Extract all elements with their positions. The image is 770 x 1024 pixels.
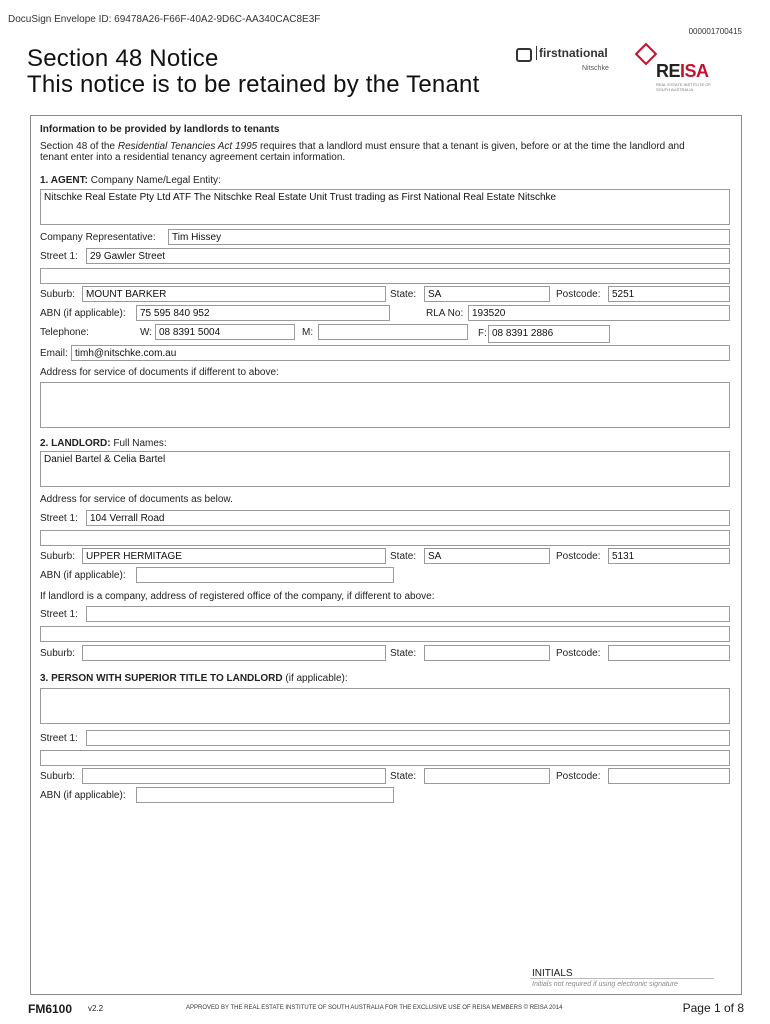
landlord-heading-sub: Full Names:	[113, 438, 167, 449]
landlord-service-label: Address for service of documents as below.	[40, 494, 233, 505]
superior-heading-sub: (if applicable):	[285, 673, 348, 684]
landlord-suburb-field[interactable]: UPPER HERMITAGE	[82, 548, 386, 564]
superior-heading-title: 3. PERSON WITH SUPERIOR TITLE TO LANDLORD	[40, 673, 283, 684]
reisa-logo	[636, 44, 726, 94]
agent-abn-field[interactable]: 75 595 840 952	[136, 305, 390, 321]
landlord-suburb-label: Suburb:	[40, 551, 76, 562]
agent-rep-field[interactable]: Tim Hissey	[168, 229, 730, 245]
initials-label: INITIALS	[532, 968, 573, 979]
form-code: FM6100	[28, 1002, 73, 1016]
landlord-co-state-label: State:	[390, 648, 417, 659]
superior-suburb-field[interactable]	[82, 768, 386, 784]
superior-state-field[interactable]	[424, 768, 550, 784]
agent-service-label: Address for service of documents if different to above:	[40, 367, 279, 378]
agent-f-label: F:	[478, 328, 487, 339]
agent-suburb-label: Suburb:	[40, 289, 76, 300]
landlord-co-suburb-label: Suburb:	[40, 648, 76, 659]
form-version: v2.2	[88, 1004, 104, 1013]
intro-text-b: requires that a landlord must ensure that a tenant is given, before or at the time the landlord and tenant enter into a residential tenancy agreement certain information.	[40, 141, 685, 163]
agent-heading	[40, 175, 221, 186]
superior-abn-label: ABN (if applicable):	[40, 790, 126, 801]
agent-w-field[interactable]: 08 8391 5004	[155, 324, 295, 340]
landlord-co-postcode-field[interactable]	[608, 645, 730, 661]
landlord-co-state-field[interactable]	[424, 645, 550, 661]
agent-state-label: State:	[390, 289, 417, 300]
firstnational-logo	[516, 46, 616, 76]
firstnational-name: firstnational	[536, 46, 608, 60]
landlord-co-postcode-label: Postcode:	[556, 648, 601, 659]
landlord-co-street1-field[interactable]	[86, 606, 730, 622]
page-subtitle: This notice is to be retained by the Tenant	[27, 71, 480, 98]
landlord-heading	[40, 438, 167, 449]
landlord-postcode-field[interactable]: 5131	[608, 548, 730, 564]
initials-line	[530, 978, 714, 979]
superior-abn-field[interactable]	[136, 787, 394, 803]
agent-street1-label: Street 1:	[40, 251, 78, 262]
agent-company-name-field[interactable]: Nitschke Real Estate Pty Ltd ATF The Nitschke Real Estate Unit Trust trading as First National Real Estate Nitschke	[40, 189, 730, 225]
intro-heading: Information to be provided by landlords to tenants	[40, 124, 280, 135]
superior-suburb-label: Suburb:	[40, 771, 76, 782]
landlord-postcode-label: Postcode:	[556, 551, 601, 562]
agent-heading-title: 1. AGENT:	[40, 175, 88, 186]
reisa-diamond-icon	[635, 43, 658, 66]
landlord-street1-label: Street 1:	[40, 513, 78, 524]
agent-heading-sub: Company Name/Legal Entity:	[90, 175, 221, 186]
page-title: Section 48 Notice	[27, 45, 219, 72]
landlord-state-label: State:	[390, 551, 417, 562]
agent-email-label: Email:	[40, 348, 68, 359]
landlord-heading-title: 2. LANDLORD:	[40, 438, 111, 449]
docusign-envelope-id: DocuSign Envelope ID: 69478A26-F66F-40A2-9D6C-AA340CAC8E3F	[8, 14, 321, 25]
agent-f-field[interactable]: 08 8391 2886	[488, 325, 610, 343]
landlord-company-label: If landlord is a company, address of registered office of the company, if different to above:	[40, 591, 435, 602]
agent-service-field[interactable]	[40, 382, 730, 428]
superior-street2-field[interactable]	[40, 750, 730, 766]
landlord-abn-field[interactable]	[136, 567, 394, 583]
reisa-name-a: RE	[656, 61, 681, 81]
agent-suburb-field[interactable]: MOUNT BARKER	[82, 286, 386, 302]
landlord-names-field[interactable]: Daniel Bartel & Celia Bartel	[40, 451, 730, 487]
superior-heading	[40, 673, 348, 684]
intro-text-a: Section 48 of the	[40, 141, 118, 152]
landlord-street2-field[interactable]	[40, 530, 730, 546]
superior-state-label: State:	[390, 771, 417, 782]
landlord-state-field[interactable]: SA	[424, 548, 550, 564]
agent-m-label: M:	[302, 327, 314, 338]
superior-postcode-field[interactable]	[608, 768, 730, 784]
firstnational-mark-icon	[516, 48, 532, 62]
agent-rla-label: RLA No:	[426, 308, 464, 319]
reisa-sub: REAL ESTATE INSTITUTE OF SOUTH AUSTRALIA	[656, 82, 711, 92]
initials-note: Initials not required if using electronic signature	[532, 981, 678, 988]
page-number: Page 1 of 8	[682, 1001, 744, 1015]
intro-text	[40, 141, 700, 163]
agent-telephone-label: Telephone:	[40, 327, 89, 338]
agent-rla-field[interactable]: 193520	[468, 305, 730, 321]
landlord-abn-label: ABN (if applicable):	[40, 570, 126, 581]
agent-abn-label: ABN (if applicable):	[40, 308, 126, 319]
landlord-street1-field[interactable]: 104 Verrall Road	[86, 510, 730, 526]
intro-act-name: Residential Tenancies Act 1995	[117, 141, 258, 152]
agent-state-field[interactable]: SA	[424, 286, 550, 302]
approval-notice: APPROVED BY THE REAL ESTATE INSTITUTE OF SOUTH AUSTRALIA FOR THE EXCLUSIVE USE OF REISA MEMBERS © REISA 2014	[186, 1005, 563, 1011]
firstnational-sub: Nitschke	[582, 65, 609, 72]
document-number: 000001700415	[688, 27, 742, 36]
agent-m-field[interactable]	[318, 324, 468, 340]
agent-street1-field[interactable]: 29 Gawler Street	[86, 248, 730, 264]
landlord-co-suburb-field[interactable]	[82, 645, 386, 661]
reisa-name-b: ISA	[680, 61, 709, 81]
superior-street1-label: Street 1:	[40, 733, 78, 744]
agent-rep-label: Company Representative:	[40, 232, 156, 243]
superior-postcode-label: Postcode:	[556, 771, 601, 782]
agent-email-field[interactable]: timh@nitschke.com.au	[71, 345, 730, 361]
reisa-name	[656, 61, 709, 82]
agent-street2-field[interactable]	[40, 268, 730, 284]
agent-postcode-field[interactable]: 5251	[608, 286, 730, 302]
landlord-co-street1-label: Street 1:	[40, 609, 78, 620]
landlord-co-street2-field[interactable]	[40, 626, 730, 642]
superior-street1-field[interactable]	[86, 730, 730, 746]
superior-name-field[interactable]	[40, 688, 730, 724]
agent-w-label: W:	[140, 327, 153, 338]
agent-postcode-label: Postcode:	[556, 289, 601, 300]
